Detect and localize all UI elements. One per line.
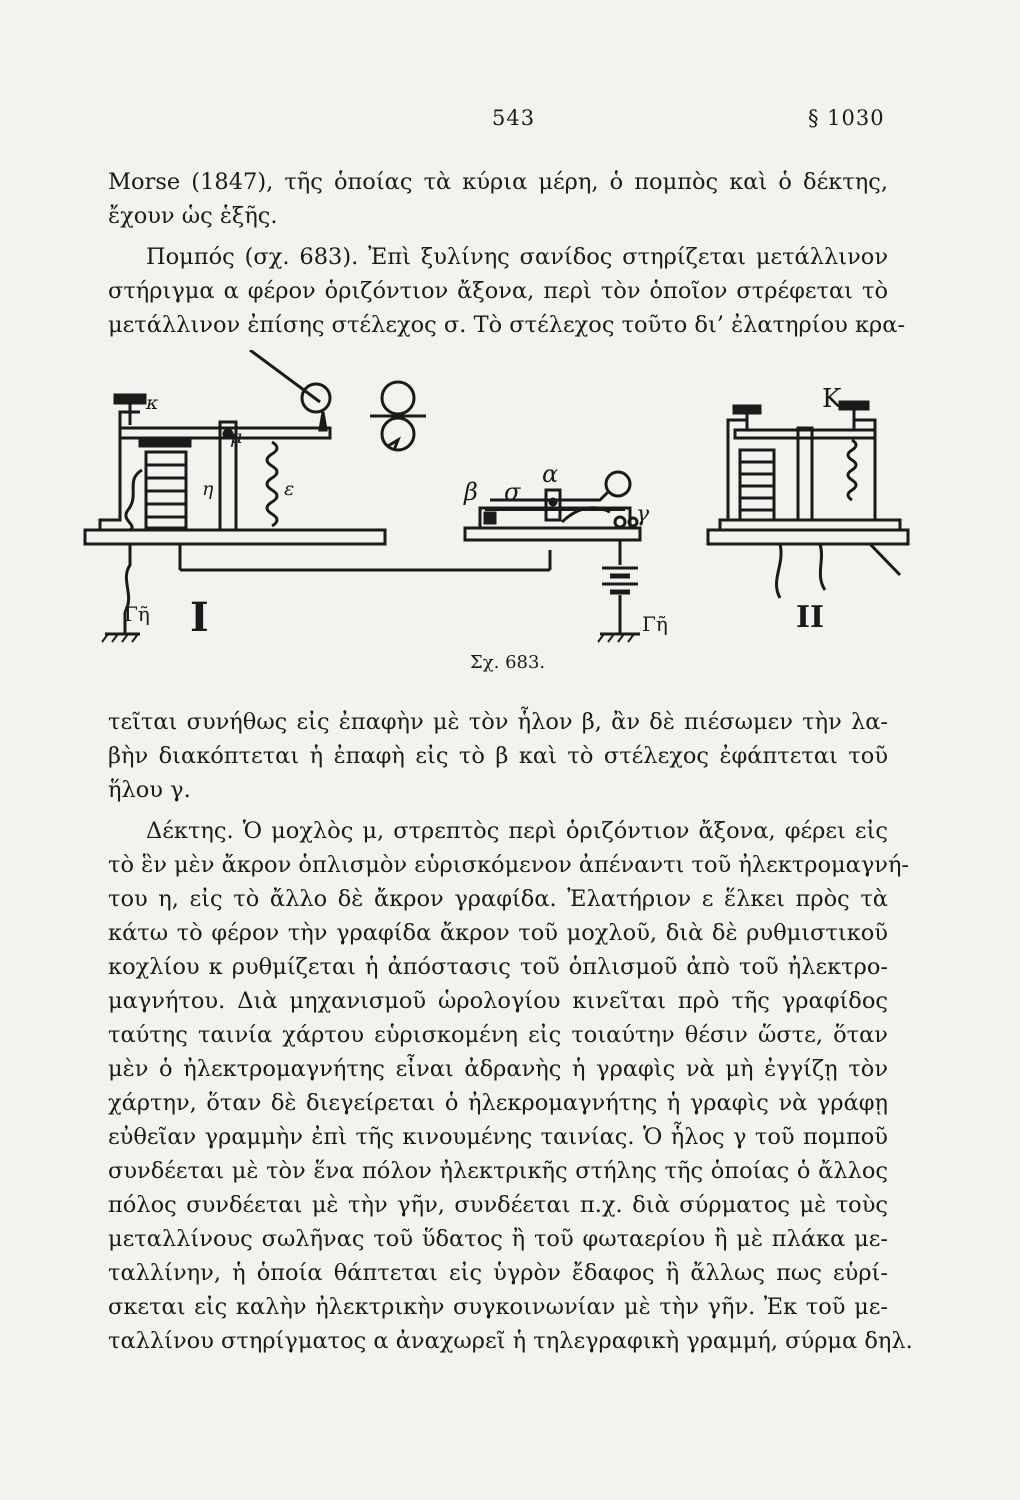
text-line: βὴν διακόπτεται ἡ ἐπαφὴ εἰς τὸ β καὶ τὸ στέλεχος ἐφάπτεται τοῦ	[108, 743, 888, 769]
text-line: μεταλλίνους σωλῆνας τοῦ ὕδατος ἢ τοῦ φωταερίου ἢ μὲ πλάκα με-	[108, 1226, 888, 1252]
paper-strip	[250, 350, 320, 402]
clockwork-roller-bottom	[382, 418, 414, 450]
text-line: πόλος συνδέεται μὲ τὴν γῆν, συνδέεται π.χ. διὰ σύρματος μὲ τοὺς	[108, 1192, 888, 1218]
text-line: τὸ ἓν μὲν ἄκρον ὁπλισμὸν εὑρισκόμενον ἀπέναντι τοῦ ἠλεκτρομαγνή-	[108, 852, 910, 878]
text-line: μὲν ὁ ἠλεκτρομαγνήτης εἶναι ἀδρανὴς ἡ γραφὶς νὰ μὴ ἐγγίζῃ τὸν	[108, 1056, 888, 1082]
label-eta: η	[202, 478, 214, 500]
text-line: ταλλίνην, ἡ ὁποία θάπτεται εἰς ὑγρὸν ἔδαφος ἢ ἄλλως πως εὑρί-	[108, 1260, 888, 1286]
text-line: σκεται εἰς καλὴν ἠλεκτρικὴν συγκοινωνίαν μὲ τὴν γῆν. Ἐκ τοῦ με-	[108, 1294, 888, 1320]
text-line: εὐθεῖαν γραμμὴν ἐπὶ τῆς κινουμένης ταινίας. Ὁ ἧλος γ τοῦ πομποῦ	[108, 1124, 888, 1150]
text-line: Δέκτης. Ὁ μοχλὸς μ, στρεπτὸς περὶ ὁριζόντιον ἄξονα, φέρει εἰς	[146, 818, 888, 844]
battery	[602, 568, 638, 592]
text-line: ἥλου γ.	[108, 777, 191, 803]
text-line: ταύτης ταινία χάρτου εὑρισκομένη εἰς τοιαύτην θέσιν ὥστε, ὅταν	[108, 1022, 888, 1048]
key-base	[465, 528, 640, 540]
text-line: στήριγμα α φέρον ὁριζόντιον ἄξονα, περὶ τὸν ὁποῖον στρέφεται τὸ	[108, 278, 888, 304]
text-line: συνδέεται μὲ τὸν ἕνα πόλον ἠλεκτρικῆς στήλης τῆς ὁποίας ὁ ἄλλος	[108, 1158, 888, 1184]
label-sigma: σ	[504, 478, 521, 506]
label-gamma: γ	[636, 502, 650, 527]
label-epsilon: ε	[284, 478, 295, 500]
label-alpha: α	[542, 460, 559, 488]
label-mu: μ	[230, 426, 243, 448]
page-number: 543	[492, 106, 536, 130]
section-number: § 1030	[808, 106, 885, 130]
label-kappa: κ	[146, 392, 159, 414]
label-earth-left: Γῆ	[124, 602, 150, 626]
spring	[267, 442, 277, 526]
figure-683	[80, 350, 920, 670]
text-line: κάτω τὸ φέρον τὴν γραφίδα ἄκρον τοῦ μοχλοῦ, διὰ δὲ ρυθμιστικοῦ	[108, 920, 888, 946]
text-line: του η, εἰς τὸ ἄλλο δὲ ἄκρον γραφίδα. Ἐλατήριον ε ἕλκει πρὸς τὰ	[108, 886, 888, 912]
page-header	[0, 106, 1020, 146]
figure-label-I: I	[190, 594, 209, 641]
receiver-base	[85, 530, 385, 544]
text-line: κοχλίου κ ρυθμίζεται ἡ ἀπόστασις τοῦ ὁπλισμοῦ ἀπὸ τοῦ ἠλεκτρο-	[108, 954, 888, 980]
clockwork-roller-top	[382, 382, 414, 414]
text-line: Morse (1847), τῆς ὁποίας τὰ κύρια μέρη, ὁ πομπὸς καὶ ὁ δέκτης,	[108, 169, 888, 195]
receiver2-spring	[848, 440, 856, 500]
receiver2-frame	[728, 420, 748, 520]
figure-caption: Σχ. 683.	[470, 652, 546, 673]
receiver2-base	[708, 530, 908, 544]
text-line: Πομπός (σχ. 683). Ἐπὶ ξυλίνης σανίδος στηρίζεται μετάλλινον	[146, 244, 888, 270]
text-line: μετάλλινον ἐπίσης στέλεχος σ. Τὸ στέλεχος τοῦτο δι’ ἐλατηρίου κρα-	[108, 312, 906, 338]
text-line: μαγνήτου. Διὰ μηχανισμοῦ ὡρολογίου κινεῖται πρὸ τῆς γραφίδος	[108, 988, 888, 1014]
receiver2-lever	[735, 430, 875, 438]
key-knob	[606, 472, 630, 496]
label-beta: β	[464, 478, 478, 506]
text-line: τεῖται συνήθως εἰς ἐπαφὴν μὲ τὸν ἧλον β, ἂν δὲ πιέσωμεν τὴν λα-	[108, 709, 888, 735]
coil-wire	[126, 470, 142, 530]
text-line: χάρτην, ὅταν δὲ διεγείρεται ὁ ἠλεκρομαγνήτης ἡ γραφὶς νὰ γράφῃ	[108, 1090, 888, 1116]
label-earth-middle: Γῆ	[642, 612, 668, 636]
electromagnet-coil	[146, 452, 186, 528]
receiver2-coil	[740, 450, 774, 520]
label-K: K	[822, 384, 842, 414]
text-line: ταλλίνου στηρίγματος α ἀναχωρεῖ ἡ τηλεγραφικὴ γραμμή, σύρμα δηλ.	[108, 1328, 913, 1354]
adjusting-screw	[115, 395, 145, 403]
text-line: ἔχουν ὡς ἑξῆς.	[108, 203, 278, 229]
figure-label-II: II	[796, 600, 825, 635]
receiver2-post	[798, 428, 812, 520]
